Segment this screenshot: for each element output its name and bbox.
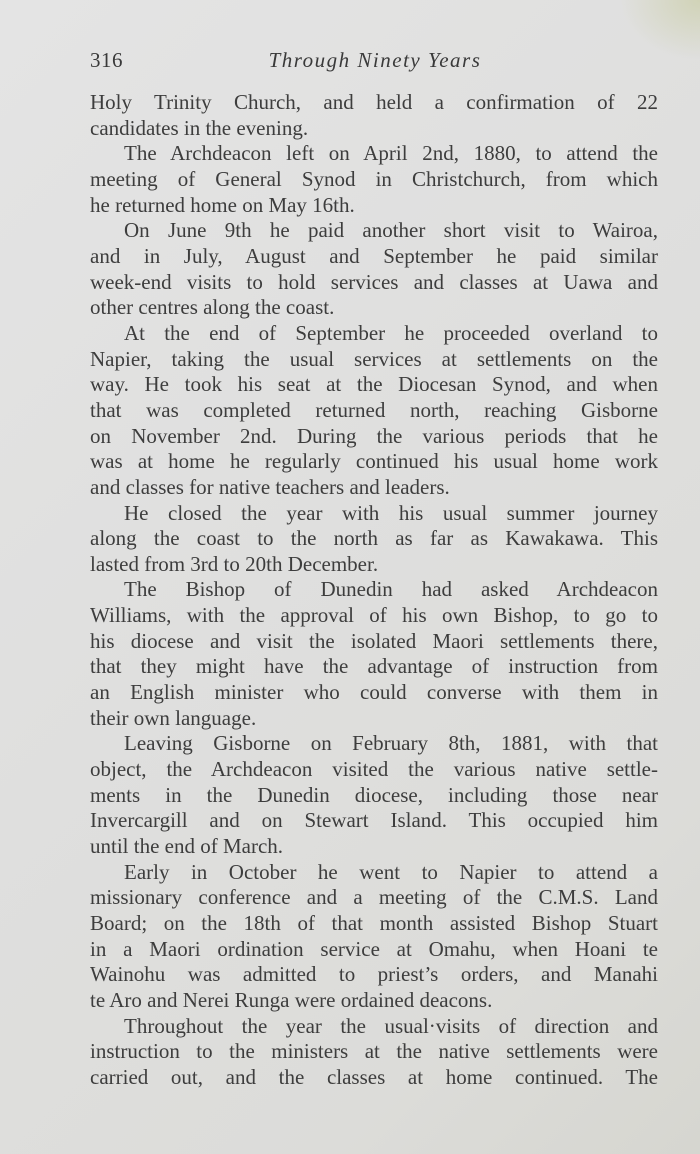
text-line: te Aro and Nerei Runga were ordained deacons. (90, 987, 493, 1012)
text-line: Leaving Gisborne on February 8th, 1881, with that (124, 731, 658, 756)
text-line: ments in the Dunedin diocese, including those near (90, 782, 658, 807)
text-line: and classes for native teachers and leaders. (90, 474, 450, 499)
text-line: Napier, taking the usual services at settlements on the (90, 346, 658, 371)
text-line: missionary conference and a meeting of the C.M.S. Land (90, 885, 658, 910)
text-line: Board; on the 18th of that month assisted Bishop Stuart (90, 911, 658, 935)
text-line: lasted from 3rd to 20th December. (90, 551, 379, 576)
text-line: he returned home on May 16th. (90, 192, 355, 217)
text-line: and in July, August and September he paid similar (90, 243, 658, 268)
text-line: his diocese and visit the isolated Maori settlements there, (90, 628, 658, 653)
text-line: Invercargill and on Stewart Island. This occupied him (90, 808, 658, 833)
text-line: Throughout the year the usual·visits of direction and (124, 1013, 658, 1038)
text-line: that was completed returned north, reaching Gisborne (90, 397, 658, 422)
text-line: meeting of General Synod in Christchurch, from which (90, 166, 658, 191)
text-line: He closed the year with his usual summer journey (124, 500, 658, 525)
text-line: way. He took his seat at the Diocesan Synod, and when (90, 372, 658, 397)
text-line: candidates in the evening. (90, 115, 309, 140)
text-line: their own language. (90, 705, 257, 730)
page-number: 316 (90, 48, 123, 72)
text-line: Williams, with the approval of his own Bishop, to go to (90, 603, 658, 628)
text-line: Wainohu was admitted to priest’s orders, and Manahi (90, 962, 658, 987)
text-line: carried out, and the classes at home continued. The (90, 1064, 658, 1089)
text-line: other centres along the coast. (90, 295, 335, 320)
text-line: an English minister who could converse with them in (90, 680, 658, 705)
text-line: was at home he regularly continued his usual home work (90, 449, 658, 474)
text-line: At the end of September he proceeded overland to (124, 320, 658, 345)
text-line: The Bishop of Dunedin had asked Archdeacon (124, 577, 658, 602)
text-line: along the coast to the north as far as Kawakawa. This (90, 526, 658, 551)
text-line: The Archdeacon left on April 2nd, 1880, to attend the (124, 141, 658, 166)
text-line: Early in October he went to Napier to attend a (124, 859, 658, 884)
text-line: object, the Archdeacon visited the various native settle- (90, 757, 658, 782)
body-text (90, 90, 658, 1091)
text-line: that they might have the advantage of instruction from (90, 654, 658, 679)
text-line: instruction to the ministers at the native settlements were (90, 1039, 658, 1064)
text-line: until the end of March. (90, 834, 284, 859)
page-header (90, 48, 660, 78)
text-line: in a Maori ordination service at Omahu, when Hoani te (90, 936, 658, 961)
text-line: week-end visits to hold services and classes at Uawa and (90, 269, 658, 294)
text-line: on November 2nd. During the various periods that he (90, 423, 658, 448)
text-line: On June 9th he paid another short visit to Wairoa, (124, 218, 658, 243)
text-line: Holy Trinity Church, and held a confirmation of 22 (90, 90, 658, 114)
running-title: Through Ninety Years (268, 48, 482, 72)
